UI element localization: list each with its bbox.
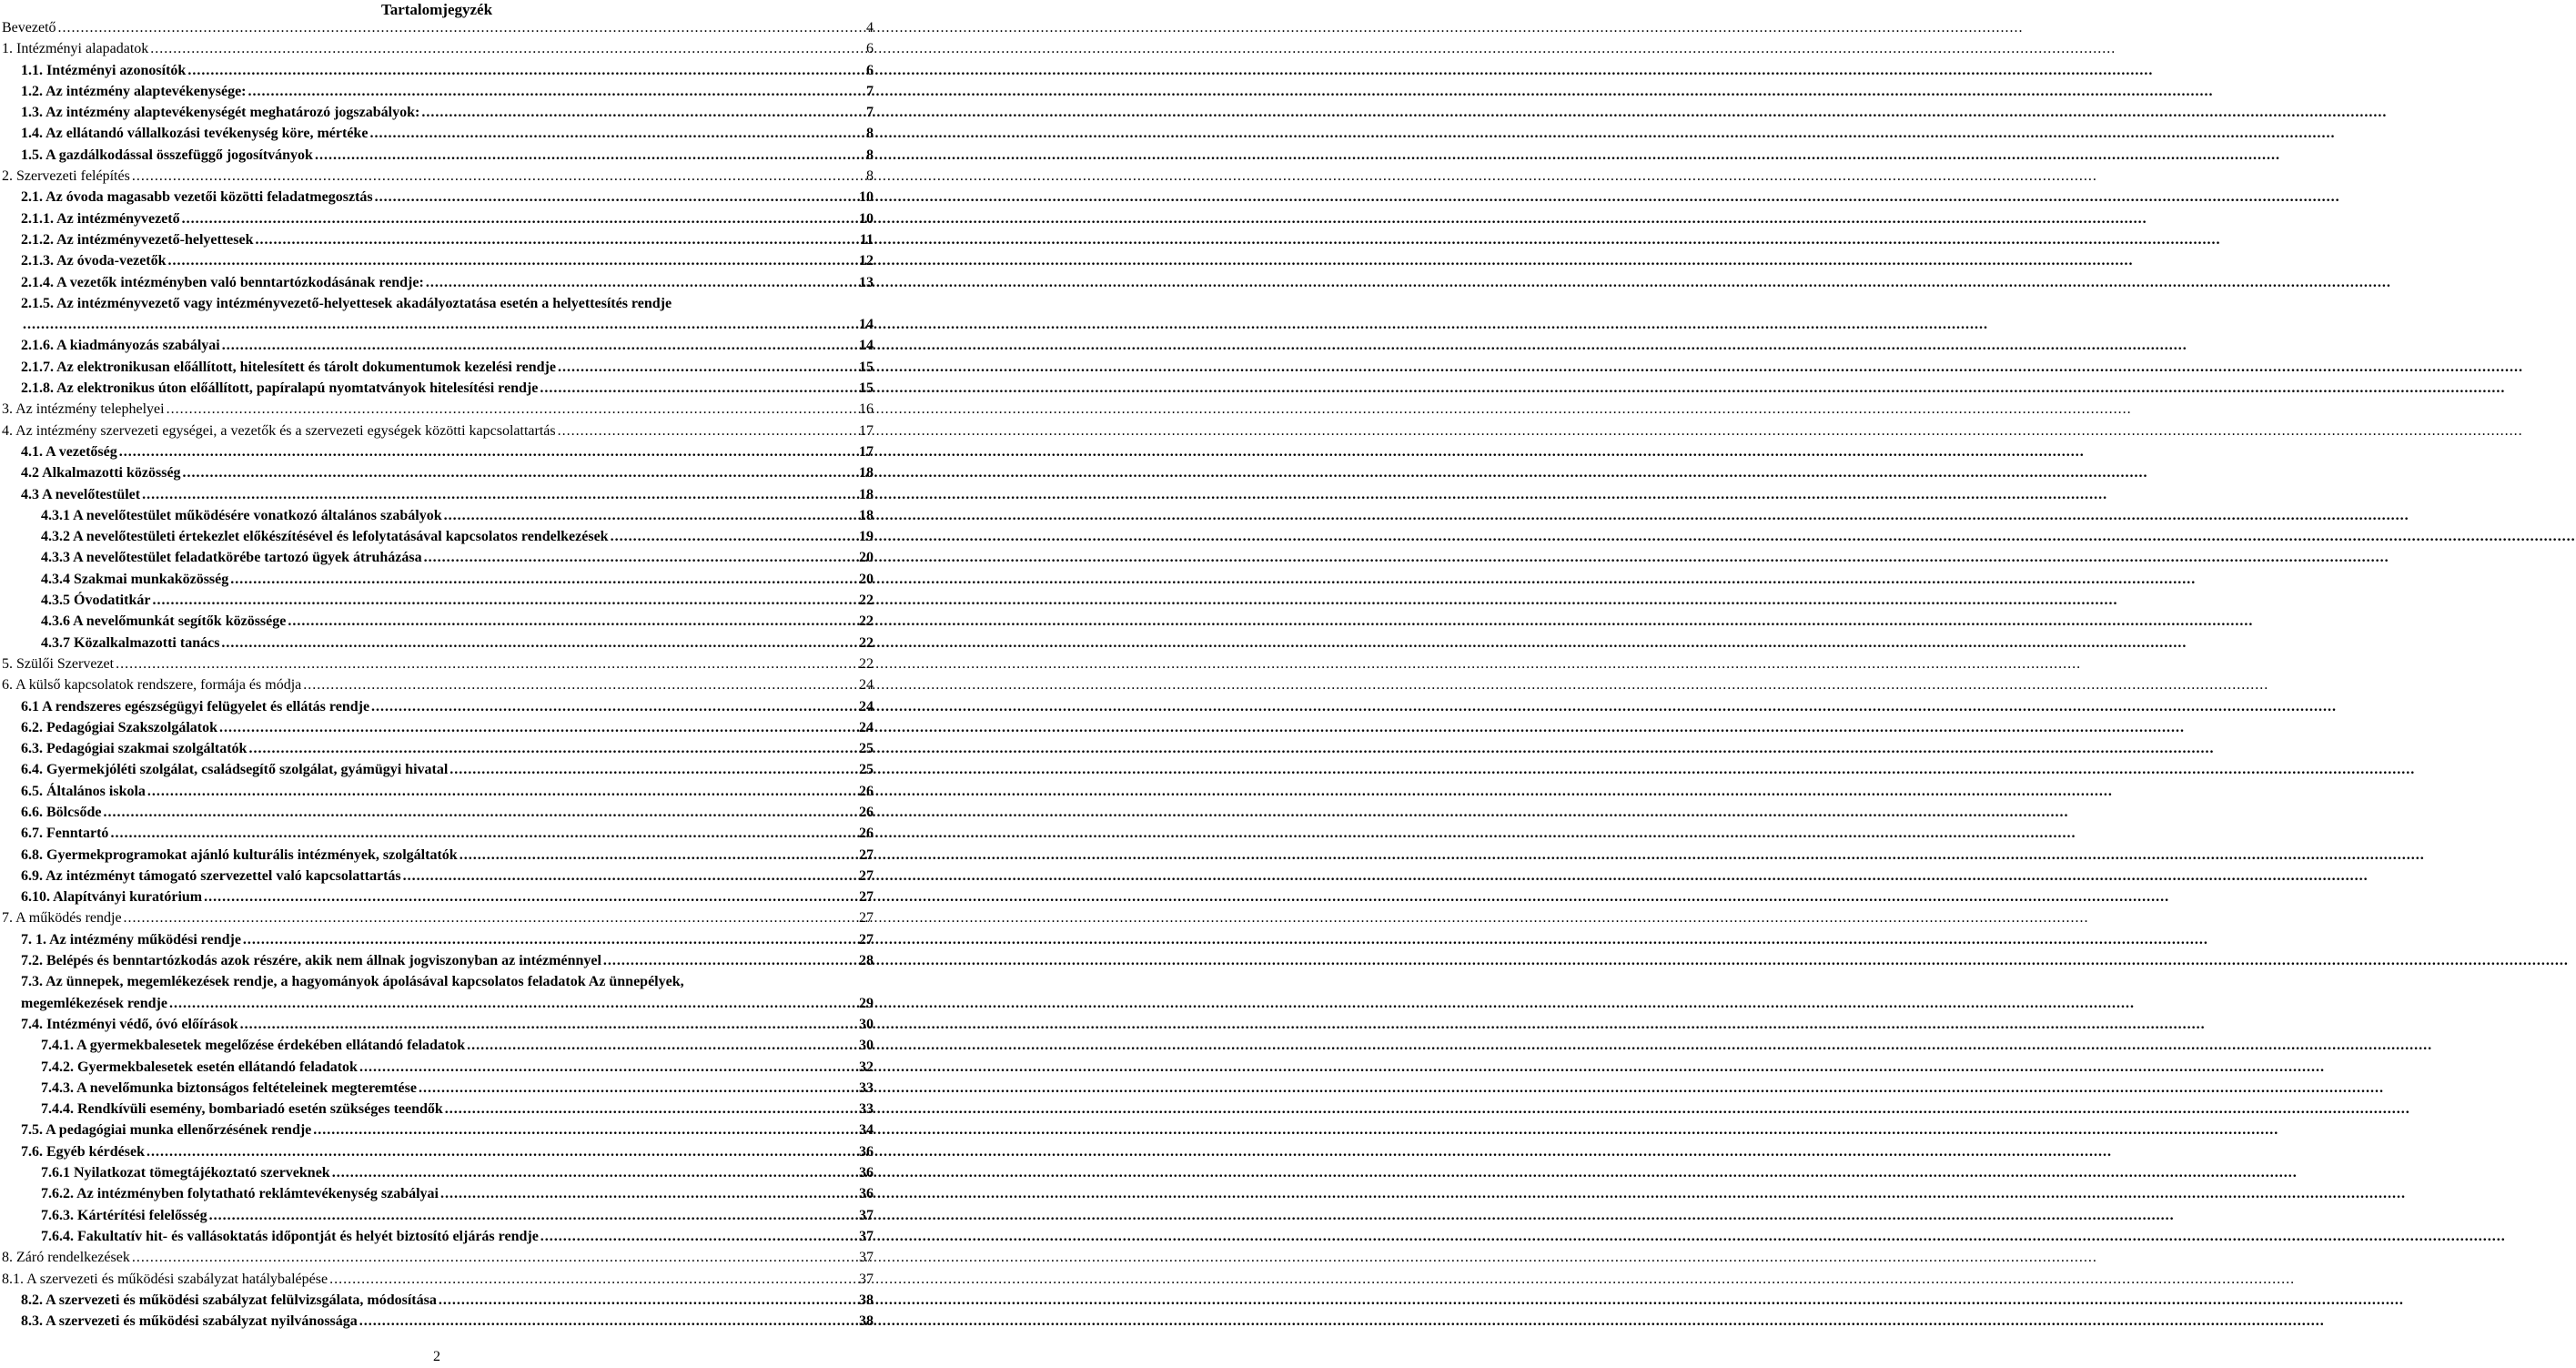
toc-entry[interactable] <box>2 293 874 336</box>
toc-entry-title: 7.4.1. A gyermekbalesetek megelőzése érdekében ellátandó feladatok <box>41 1038 466 1054</box>
toc-entry[interactable] <box>2 1226 874 1247</box>
dot-leader <box>329 1269 857 1290</box>
dot-leader <box>603 950 857 971</box>
toc-entry-title: 6.7. Fenntartó <box>21 826 109 842</box>
toc-entry-title: 1.4. Az ellátandó vállalkozási tevékenység köre, mértéke <box>21 126 369 142</box>
toc-entry[interactable] <box>2 229 874 250</box>
dot-leader <box>132 1247 857 1268</box>
toc-entry-title: 7.6.3. Kártérítési felelősség <box>41 1207 207 1223</box>
toc-entry-page: 28 <box>859 953 874 969</box>
dot-leader <box>332 1162 857 1183</box>
toc-entry-page: 8 <box>866 168 874 185</box>
dot-leader <box>421 102 864 123</box>
toc-entry[interactable] <box>2 611 874 632</box>
dot-leader <box>204 887 857 907</box>
toc-entry[interactable] <box>2 145 874 166</box>
dot-leader <box>209 1205 857 1226</box>
toc-entry-page: 33 <box>859 1079 874 1096</box>
toc-entry-title: Bevezető <box>2 20 56 35</box>
toc-entry-title: 2.1.5. Az intézményvezető vagy intézményvezető-helyettesek akadályoztatása esetén a helyettesítés rendje <box>21 295 672 311</box>
toc-entry-title: 4.2 Alkalmazotti közösség <box>21 465 181 481</box>
toc-entry-title: 7. 1. Az intézmény működési rendje <box>21 931 241 947</box>
toc-entry-title: 4.3.7 Közalkalmazotti tanács <box>41 634 220 651</box>
dot-leader <box>23 314 857 335</box>
toc-entry-page: 16 <box>859 401 874 418</box>
toc-entry-page: 15 <box>859 359 874 375</box>
dot-leader <box>611 526 857 547</box>
toc-entry-title: 4.3.3 A nevelőtestület feladatkörébe tartozó ügyek átruházása <box>41 550 422 566</box>
toc-entry-title: 1.2. Az intézmény alaptevékenysége: <box>21 83 247 99</box>
toc-entry-page: 10 <box>859 210 874 227</box>
toc-entry-page: 8 <box>866 147 874 163</box>
toc-entry-page: 20 <box>859 571 874 587</box>
toc-entry-title: 8.1. A szervezeti és működési szabályzat hatálybalépése <box>2 1271 328 1287</box>
toc-entry-title: 7.3. Az ünnepek, megemlékezések rendje, a hagyományok ápolásával kapcsolatos feladatok Az ünnepélyek, <box>21 974 684 990</box>
toc-entry-title: 7.6.2. Az intézményben folytatható reklámtevékenység szabályai <box>41 1186 439 1202</box>
dot-leader <box>103 802 857 823</box>
toc-entry-page: 15 <box>859 380 874 397</box>
toc-entry-title: 1.5. A gazdálkodással összefüggő jogosítványok <box>21 147 313 163</box>
dot-leader <box>230 569 857 590</box>
toc-entry[interactable] <box>2 717 874 738</box>
table-of-contents <box>2 17 874 1332</box>
toc-entry-page: 37 <box>859 1207 874 1223</box>
toc-entry-page: 17 <box>859 443 874 460</box>
toc-entry[interactable] <box>2 378 874 399</box>
toc-entry[interactable] <box>2 187 874 208</box>
toc-entry-page: 22 <box>859 593 874 609</box>
dot-leader <box>359 1057 857 1078</box>
toc-entry[interactable] <box>2 462 874 483</box>
dot-leader <box>222 335 857 356</box>
toc-entry[interactable] <box>2 696 874 717</box>
toc-entry-title: 4.3.1 A nevelőtestület működésére vonatkozó általános szabályok <box>41 507 442 523</box>
toc-entry[interactable] <box>2 1162 874 1183</box>
toc-entry[interactable] <box>2 1183 874 1204</box>
toc-entry-title-continued: megemlékezések rendje <box>21 995 167 1011</box>
dot-leader <box>183 462 857 483</box>
dot-leader <box>219 717 857 738</box>
dot-leader <box>110 823 857 844</box>
toc-entry-page: 34 <box>859 1122 874 1139</box>
toc-entry[interactable] <box>2 823 874 844</box>
toc-entry[interactable] <box>2 1205 874 1226</box>
toc-entry[interactable] <box>2 441 874 462</box>
toc-entry[interactable] <box>2 272 874 293</box>
toc-entry-page: 30 <box>859 1016 874 1032</box>
toc-entry[interactable] <box>2 654 874 674</box>
dot-leader <box>132 166 864 187</box>
toc-entry-title: 4. Az intézmény szervezeti egységei, a vezetők és a szervezeti egységek közötti kapcsolattartás <box>2 422 556 439</box>
toc-entry[interactable] <box>2 421 874 441</box>
dot-leader <box>371 696 857 717</box>
toc-entry[interactable] <box>2 123 874 144</box>
toc-entry-title: 6.5. Általános iskola <box>21 783 146 799</box>
toc-entry-page: 22 <box>859 613 874 630</box>
toc-entry-title: 4.3 A nevelőtestület <box>21 486 141 502</box>
toc-entry[interactable] <box>2 17 874 38</box>
dot-leader <box>315 145 864 166</box>
dot-leader <box>150 38 864 59</box>
toc-entry-title: 6.4. Gyermekjóléti szolgálat, családsegítő szolgálat, gyámügyi hivatal <box>21 762 449 778</box>
toc-entry-page: 4 <box>866 20 874 35</box>
toc-entry-title: 7.4.2. Gyermekbalesetek esetén ellátandó feladatok <box>41 1059 358 1075</box>
toc-entry-page: 14 <box>859 317 874 333</box>
toc-entry[interactable] <box>2 929 874 950</box>
toc-entry-page: 36 <box>859 1186 874 1202</box>
toc-entry-page: 18 <box>859 486 874 502</box>
dot-leader <box>116 654 857 674</box>
dot-leader <box>445 1099 857 1120</box>
toc-entry[interactable] <box>2 569 874 590</box>
toc-entry-page: 33 <box>859 1101 874 1118</box>
toc-entry-page: 24 <box>859 698 874 714</box>
dot-leader <box>460 845 857 866</box>
dot-leader <box>240 1014 857 1035</box>
toc-entry-title: 1.1. Intézményi azonosítók <box>21 62 187 78</box>
toc-entry-page: 24 <box>859 677 874 694</box>
dot-leader <box>168 250 857 271</box>
toc-entry-title: 6.8. Gyermekprogramokat ajánló kulturális intézmények, szolgáltatók <box>21 846 458 863</box>
toc-entry[interactable] <box>2 950 874 971</box>
toc-entry-title: 7.6. Egyéb kérdések <box>21 1143 145 1160</box>
dot-leader <box>167 399 857 420</box>
dot-leader <box>288 611 857 632</box>
toc-entry-page: 37 <box>859 1228 874 1244</box>
toc-entry-title: 6.6. Bölcsőde <box>21 804 102 820</box>
toc-entry-title: 6.9. Az intézményt támogató szervezettel való kapcsolattartás <box>21 867 401 884</box>
toc-entry-page: 38 <box>859 1292 874 1308</box>
toc-entry[interactable] <box>2 887 874 907</box>
dot-leader <box>248 738 857 759</box>
dot-leader <box>313 1120 857 1140</box>
dot-leader <box>540 378 857 399</box>
toc-entry-page: 27 <box>859 867 874 884</box>
toc-entry-page: 24 <box>859 719 874 735</box>
toc-entry-page: 30 <box>859 1038 874 1054</box>
toc-entry-title: 4.3.4 Szakmai munkaközösség <box>41 571 229 587</box>
dot-leader <box>558 357 857 378</box>
dot-leader <box>540 1226 857 1247</box>
toc-entry-title: 7.4.4. Rendkívüli esemény, bombariadó esetén szükséges teendők <box>41 1101 443 1118</box>
toc-entry-title: 1. Intézményi alapadatok <box>2 41 149 57</box>
toc-entry-page: 25 <box>859 762 874 778</box>
dot-leader <box>440 1183 857 1204</box>
toc-entry-title: 2.1.6. A kiadmányozás szabályai <box>21 338 220 354</box>
toc-entry-title: 4.1. A vezetőség <box>21 443 117 460</box>
dot-leader <box>146 1141 857 1162</box>
toc-entry[interactable] <box>2 250 874 271</box>
toc-entry[interactable] <box>2 845 874 866</box>
toc-entry-page: 36 <box>859 1165 874 1181</box>
dot-leader <box>221 633 857 654</box>
toc-entry[interactable] <box>2 38 874 59</box>
toc-entry-title: 2.1.2. Az intézményvezető-helyettesek <box>21 231 254 248</box>
toc-entry[interactable] <box>2 484 874 505</box>
toc-entry-title: 3. Az intézmény telephelyei <box>2 401 165 418</box>
toc-entry[interactable] <box>2 102 874 123</box>
toc-entry-title: 2.1.8. Az elektronikus úton előállított, papíralapú nyomtatványok hitelesítési rendje <box>21 380 539 397</box>
dot-leader <box>359 1311 857 1332</box>
toc-entry-page: 7 <box>866 83 874 99</box>
dot-leader <box>444 505 857 526</box>
toc-entry[interactable] <box>2 335 874 356</box>
dot-leader <box>124 907 857 928</box>
dot-leader <box>182 208 857 229</box>
toc-entry[interactable] <box>2 208 874 229</box>
dot-leader <box>375 187 857 208</box>
toc-entry-page: 26 <box>859 826 874 842</box>
dot-leader <box>255 229 857 250</box>
toc-entry-title: 1.3. Az intézmény alaptevékenységét meghatározó jogszabályok: <box>21 105 420 121</box>
toc-entry-page: 20 <box>859 550 874 566</box>
dot-leader <box>369 123 864 144</box>
toc-entry[interactable] <box>2 1290 874 1311</box>
dot-leader <box>424 547 857 568</box>
toc-entry[interactable] <box>2 674 874 695</box>
toc-entry-title: 2. Szervezeti felépítés <box>2 168 130 185</box>
toc-entry-title: 7.4. Intézményi védő, óvó előírások <box>21 1016 238 1032</box>
toc-entry[interactable] <box>2 1078 874 1099</box>
toc-entry-title: 7.4.3. A nevelőmunka biztonságos feltételeinek megteremtése <box>41 1079 417 1096</box>
toc-entry[interactable] <box>2 781 874 802</box>
toc-entry-page: 14 <box>859 338 874 354</box>
toc-entry[interactable] <box>2 357 874 378</box>
toc-entry-page: 8 <box>866 126 874 142</box>
dot-leader <box>439 1290 857 1311</box>
toc-entry-title: 8.2. A szervezeti és működési szabályzat felülvizsgálata, módosítása <box>21 1292 437 1308</box>
toc-entry-title: 4.3.2 A nevelőtestületi értekezlet előkészítésével és lefolytatásával kapcsolatos rendelkezések <box>41 529 609 545</box>
toc-entry-page: 6 <box>866 62 874 78</box>
toc-entry-title: 7.2. Belépés és benntartózkodás azok részére, akik nem állnak jogviszonyban az intézménnyel <box>21 953 601 969</box>
dot-leader <box>147 781 857 802</box>
dot-leader <box>248 81 864 102</box>
toc-entry-page: 37 <box>859 1250 874 1266</box>
toc-entry[interactable] <box>2 399 874 420</box>
toc-entry-title: 7.5. A pedagógiai munka ellenőrzésének rendje <box>21 1122 312 1139</box>
toc-entry[interactable] <box>2 1247 874 1268</box>
toc-entry-page: 7 <box>866 105 874 121</box>
toc-entry-page: 17 <box>859 422 874 439</box>
toc-entry[interactable] <box>2 802 874 823</box>
dot-leader <box>58 17 864 38</box>
toc-entry-page: 27 <box>859 846 874 863</box>
dot-leader <box>119 441 857 462</box>
toc-entry-page: 38 <box>859 1313 874 1330</box>
toc-entry[interactable] <box>2 547 874 568</box>
dot-leader <box>169 993 857 1014</box>
toc-entry-title: 7. A működés rendje <box>2 910 122 927</box>
toc-entry[interactable] <box>2 1014 874 1035</box>
toc-entry-title: 6.3. Pedagógiai szakmai szolgáltatók <box>21 741 247 757</box>
toc-entry-page: 32 <box>859 1059 874 1075</box>
toc-entry-page: 19 <box>859 529 874 545</box>
toc-entry-title: 8. Záró rendelkezések <box>2 1250 130 1266</box>
dot-leader <box>152 590 857 611</box>
toc-entry[interactable] <box>2 505 874 526</box>
toc-entry[interactable] <box>2 866 874 887</box>
toc-entry-title: 6.10. Alapítványi kuratórium <box>21 889 203 906</box>
toc-entry-title: 6.2. Pedagógiai Szakszolgálatok <box>21 719 218 735</box>
toc-entry-page: 37 <box>859 1271 874 1287</box>
toc-entry-page: 25 <box>859 741 874 757</box>
toc-entry-title: 2.1.4. A vezetők intézményben való benntartózkodásának rendje: <box>21 274 424 290</box>
toc-entry[interactable] <box>2 166 874 187</box>
toc-entry-title: 4.3.6 A nevelőmunkát segítők közössége <box>41 613 287 630</box>
toc-entry-page: 29 <box>859 995 874 1011</box>
toc-entry-title: 8.3. A szervezeti és működési szabályzat nyilvánossága <box>21 1313 358 1330</box>
toc-entry-title: 7.6.4. Fakultatív hit- és vallásoktatás időpontját és helyét biztosító eljárás rendje <box>41 1228 539 1244</box>
toc-entry-page: 27 <box>859 931 874 947</box>
toc-entry[interactable] <box>2 633 874 654</box>
toc-entry[interactable] <box>2 907 874 928</box>
toc-entry-page: 12 <box>859 253 874 269</box>
dot-leader <box>467 1035 857 1056</box>
toc-entry-page: 6 <box>866 41 874 57</box>
dot-leader <box>187 60 864 81</box>
toc-entry-title: 6.1 A rendszeres egészségügyi felügyelet és ellátás rendje <box>21 698 370 714</box>
toc-entry-title: 4.3.5 Óvodatitkár <box>41 593 151 609</box>
dot-leader <box>450 759 857 780</box>
toc-entry[interactable] <box>2 526 874 547</box>
toc-entry[interactable] <box>2 1311 874 1332</box>
dot-leader <box>558 421 857 441</box>
page-title: Tartalomjegyzék <box>380 1 493 18</box>
dot-leader <box>243 929 857 950</box>
toc-entry-page: 26 <box>859 804 874 820</box>
toc-entry-title: 2.1.3. Az óvoda-vezetők <box>21 253 167 269</box>
toc-entry-title: 2.1.1. Az intézményvezető <box>21 210 180 227</box>
toc-entry[interactable] <box>2 971 874 1014</box>
toc-entry-title: 2.1. Az óvoda magasabb vezetői közötti feladatmegosztás <box>21 189 373 206</box>
toc-entry-page: 27 <box>859 889 874 906</box>
toc-entry-page: 36 <box>859 1143 874 1160</box>
toc-entry[interactable] <box>2 738 874 759</box>
toc-entry-page: 27 <box>859 910 874 927</box>
toc-entry[interactable] <box>2 1099 874 1120</box>
toc-entry-page: 11 <box>859 231 874 248</box>
dot-leader <box>419 1078 857 1099</box>
toc-entry-title: 7.6.1 Nyilatkozat tömegtájékoztató szerveknek <box>41 1165 330 1181</box>
toc-entry-page: 18 <box>859 465 874 481</box>
toc-entry[interactable] <box>2 1035 874 1056</box>
toc-entry[interactable] <box>2 1057 874 1078</box>
toc-entry-page: 26 <box>859 783 874 799</box>
toc-entry-page: 18 <box>859 507 874 523</box>
toc-entry[interactable] <box>2 1120 874 1140</box>
toc-entry[interactable] <box>2 759 874 780</box>
dot-leader <box>303 674 857 695</box>
toc-entry-title: 2.1.7. Az elektronikusan előállított, hitelesített és tárolt dokumentumok kezelési rendje <box>21 359 556 375</box>
toc-entry[interactable] <box>2 590 874 611</box>
toc-entry[interactable] <box>2 1141 874 1162</box>
toc-entry-title: 5. Szülői Szervezet <box>2 655 115 672</box>
toc-entry[interactable] <box>2 60 874 81</box>
page-number: 2 <box>433 1349 440 1364</box>
dot-leader <box>426 272 857 293</box>
toc-entry[interactable] <box>2 1269 874 1290</box>
dot-leader <box>403 866 857 887</box>
toc-entry-page: 22 <box>859 634 874 651</box>
toc-entry[interactable] <box>2 81 874 102</box>
toc-entry-page: 10 <box>859 189 874 206</box>
toc-entry-page: 13 <box>859 274 874 290</box>
toc-entry-page: 22 <box>859 655 874 672</box>
dot-leader <box>142 484 857 505</box>
toc-entry-title: 6. A külső kapcsolatok rendszere, formája és módja <box>2 677 302 694</box>
